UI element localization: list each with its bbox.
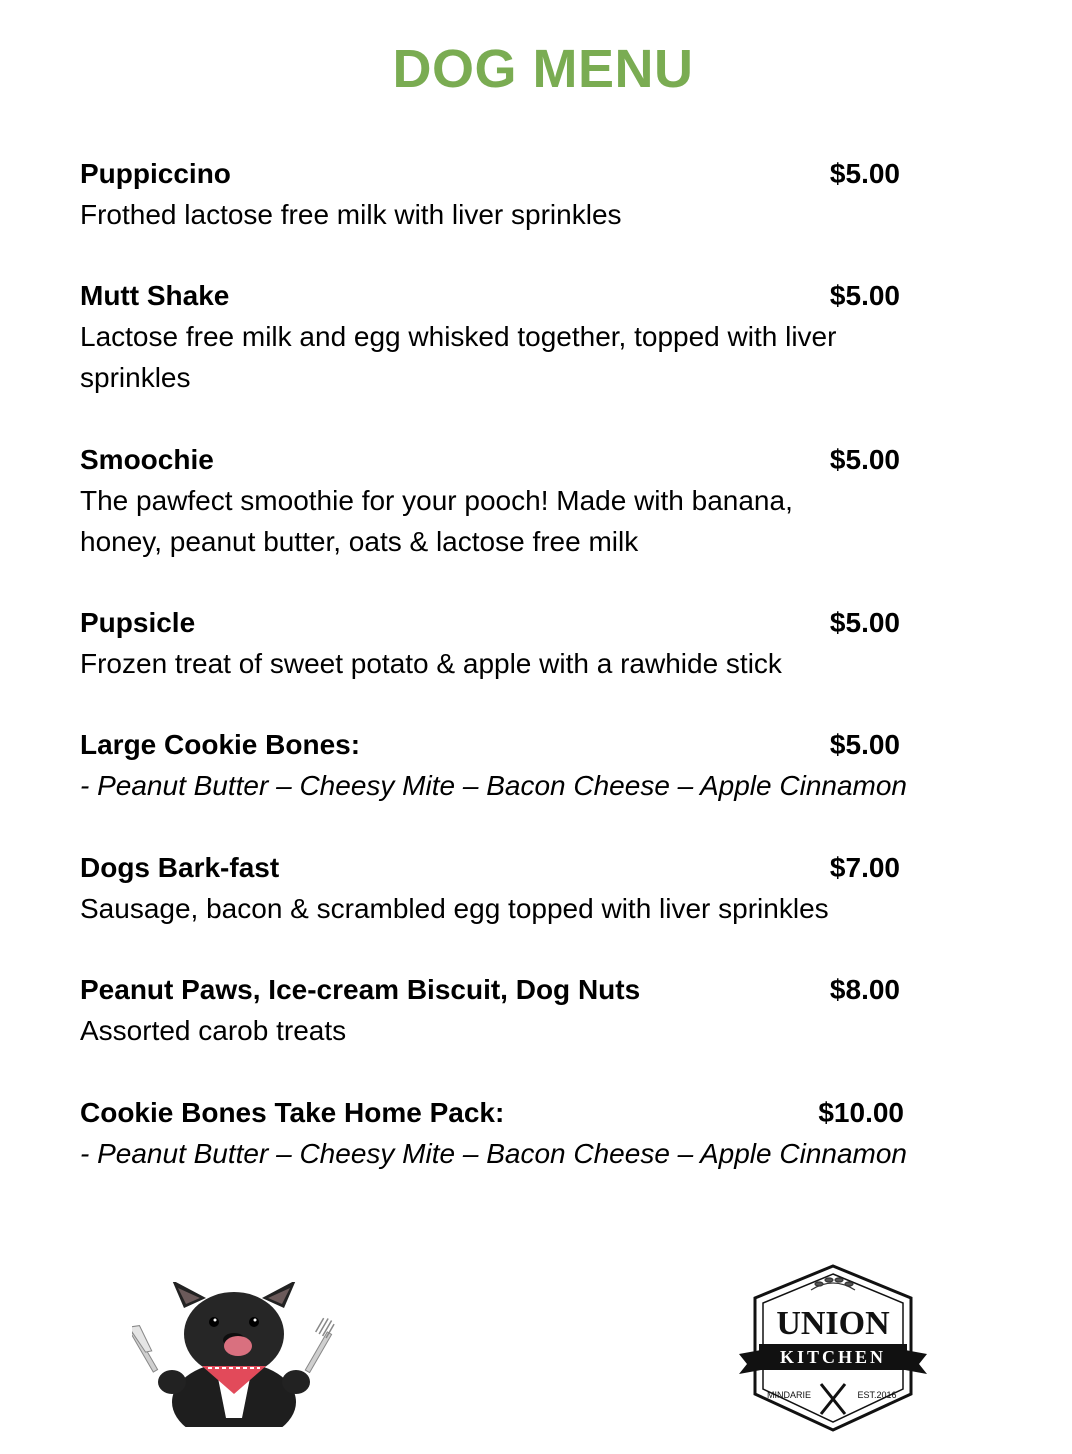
item-description: Frozen treat of sweet potato & apple with a rawhide stick xyxy=(80,648,782,679)
item-name: Smoochie xyxy=(80,444,214,475)
item-price: $10.00 xyxy=(818,1097,904,1128)
item-description: - Peanut Butter – Cheesy Mite – Bacon Cheese – Apple Cinnamon xyxy=(80,1138,907,1169)
item-price: $5.00 xyxy=(829,607,900,638)
item-name: Large Cookie Bones: xyxy=(80,729,361,760)
item-description: honey, peanut butter, oats & lactose free milk xyxy=(80,526,639,557)
menu-item-peanut-paws xyxy=(80,970,1000,1051)
item-name: Mutt Shake xyxy=(80,280,230,311)
menu-item-puppiccino xyxy=(80,154,1000,235)
item-price: $5.00 xyxy=(829,729,900,760)
svg-text:UNION: UNION xyxy=(776,1305,890,1342)
item-price: $5.00 xyxy=(829,158,900,189)
logo-text-union xyxy=(776,1305,890,1342)
item-description: Frothed lactose free milk with liver sprinkles xyxy=(80,199,622,230)
item-name: Dogs Bark-fast xyxy=(80,852,280,883)
item-price: $7.00 xyxy=(829,852,900,883)
item-name: Cookie Bones Take Home Pack: xyxy=(80,1097,505,1128)
menu-item-pupsicle xyxy=(80,603,1000,684)
logo-text-location: MINDARIE xyxy=(766,1390,812,1400)
menu-item-dogs-bark-fast xyxy=(80,848,1000,929)
item-name: Puppiccino xyxy=(80,158,231,189)
logo-text-established: EST.2016 xyxy=(857,1390,897,1400)
item-name: Peanut Paws, Ice-cream Biscuit, Dog Nuts xyxy=(80,974,641,1005)
dog-with-knife-and-fork-icon xyxy=(132,1282,336,1427)
union-kitchen-logo xyxy=(733,1258,933,1438)
item-description: The pawfect smoothie for your pooch! Made with banana, xyxy=(80,485,793,516)
item-description: Lactose free milk and egg whisked together, topped with liver xyxy=(80,321,837,352)
menu-item-mutt-shake xyxy=(80,276,1000,398)
item-name: Pupsicle xyxy=(80,607,196,638)
item-description: - Peanut Butter – Cheesy Mite – Bacon Cheese – Apple Cinnamon xyxy=(80,770,907,801)
logo-text-kitchen: KITCHEN xyxy=(779,1347,887,1367)
item-price: $5.00 xyxy=(829,444,900,475)
item-description: Sausage, bacon & scrambled egg topped with liver sprinkles xyxy=(80,893,829,924)
menu-item-smoochie xyxy=(80,440,1000,562)
menu-item-large-cookie-bones xyxy=(80,725,1000,806)
item-description: sprinkles xyxy=(80,362,191,393)
menu-item-take-home-pack xyxy=(80,1093,1000,1174)
menu-title: DOG MENU xyxy=(392,39,694,99)
item-price: $5.00 xyxy=(829,280,900,311)
item-price: $8.00 xyxy=(829,974,900,1005)
item-description: Assorted carob treats xyxy=(80,1015,347,1046)
